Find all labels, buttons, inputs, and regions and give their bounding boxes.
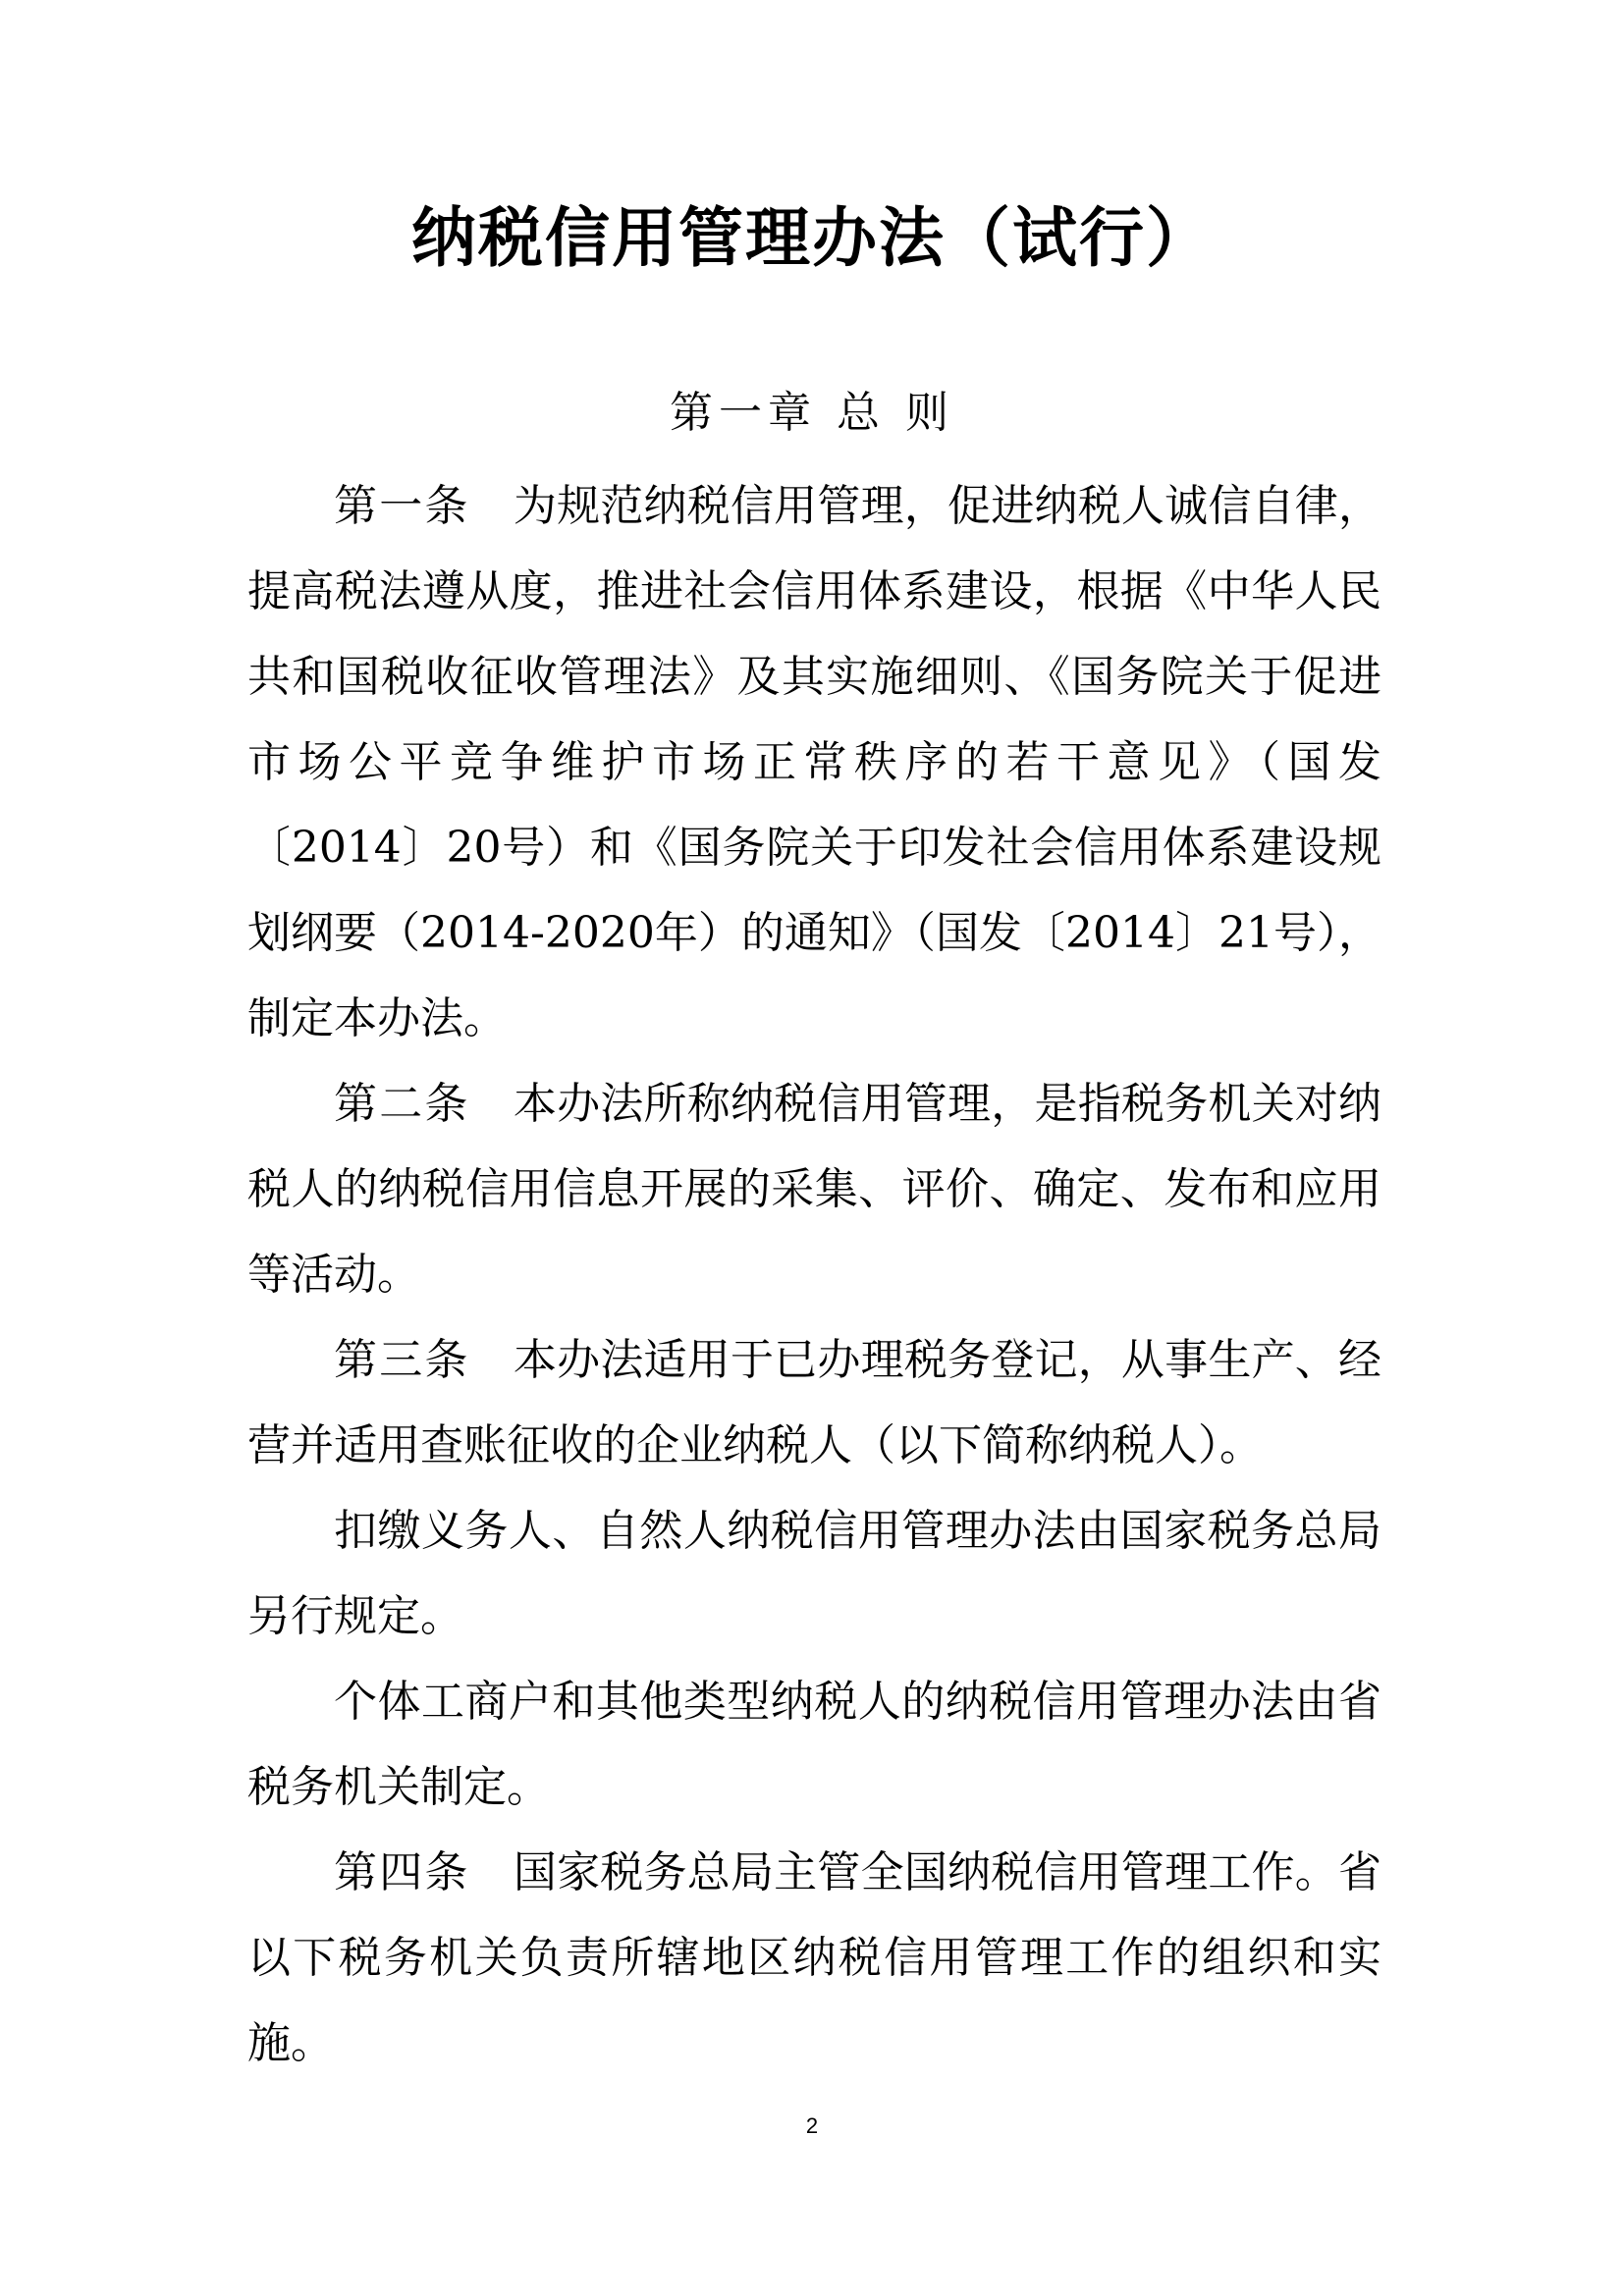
document-title: 纳税信用管理办法（试行） (411, 200, 1213, 276)
article-label: 第三条 (334, 1335, 470, 1385)
article-paragraph (247, 1061, 1381, 1317)
article-text: 个体工商户和其他类型纳税人的纳税信用管理办法由省税务机关制定。 (247, 1677, 1381, 1812)
page-number: 2 (805, 2113, 819, 2138)
article-paragraph (247, 1659, 1381, 1830)
article-label: 第二条 (334, 1079, 470, 1129)
article-paragraph (247, 1317, 1381, 1488)
article-text: 国家税务总局主管全国纳税信用管理工作。省以下税务机关负责所辖地区纳税信用管理工作的组织和实施。 (247, 1847, 1382, 2068)
article-label: 第一条 (334, 481, 470, 531)
article-label: 第四条 (334, 1847, 470, 1897)
article-text: 本办法适用于已办理税务登记，从事生产、经营并适用查账征收的企业纳税人（以下简称纳税人）。 (247, 1335, 1382, 1470)
document-body (247, 463, 1381, 2086)
article-text: 为规范纳税信用管理，促进纳税人诚信自律，提高税法遵从度，推进社会信用体系建设，根据《中华人民共和国税收征收管理法》及其实施细则、《国务院关于促进市场公平竞争维护市场正常秩序的若干意见》（国发〔2014〕20号）和《国务院关于印发社会信用体系建设规划纲要（2014-2020年）的通知》（国发〔2014〕21号），制定本办法。 (247, 481, 1382, 1043)
article-text: 本办法所称纳税信用管理，是指税务机关对纳税人的纳税信用信息开展的采集、评价、确定、发布和应用等活动。 (247, 1079, 1382, 1300)
article-text: 扣缴义务人、自然人纳税信用管理办法由国家税务总局另行规定。 (247, 1506, 1381, 1641)
article-paragraph (247, 1830, 1381, 2086)
article-paragraph (247, 1488, 1381, 1659)
chapter-heading: 第一章 总 则 (670, 388, 954, 438)
article-paragraph (247, 463, 1381, 1061)
